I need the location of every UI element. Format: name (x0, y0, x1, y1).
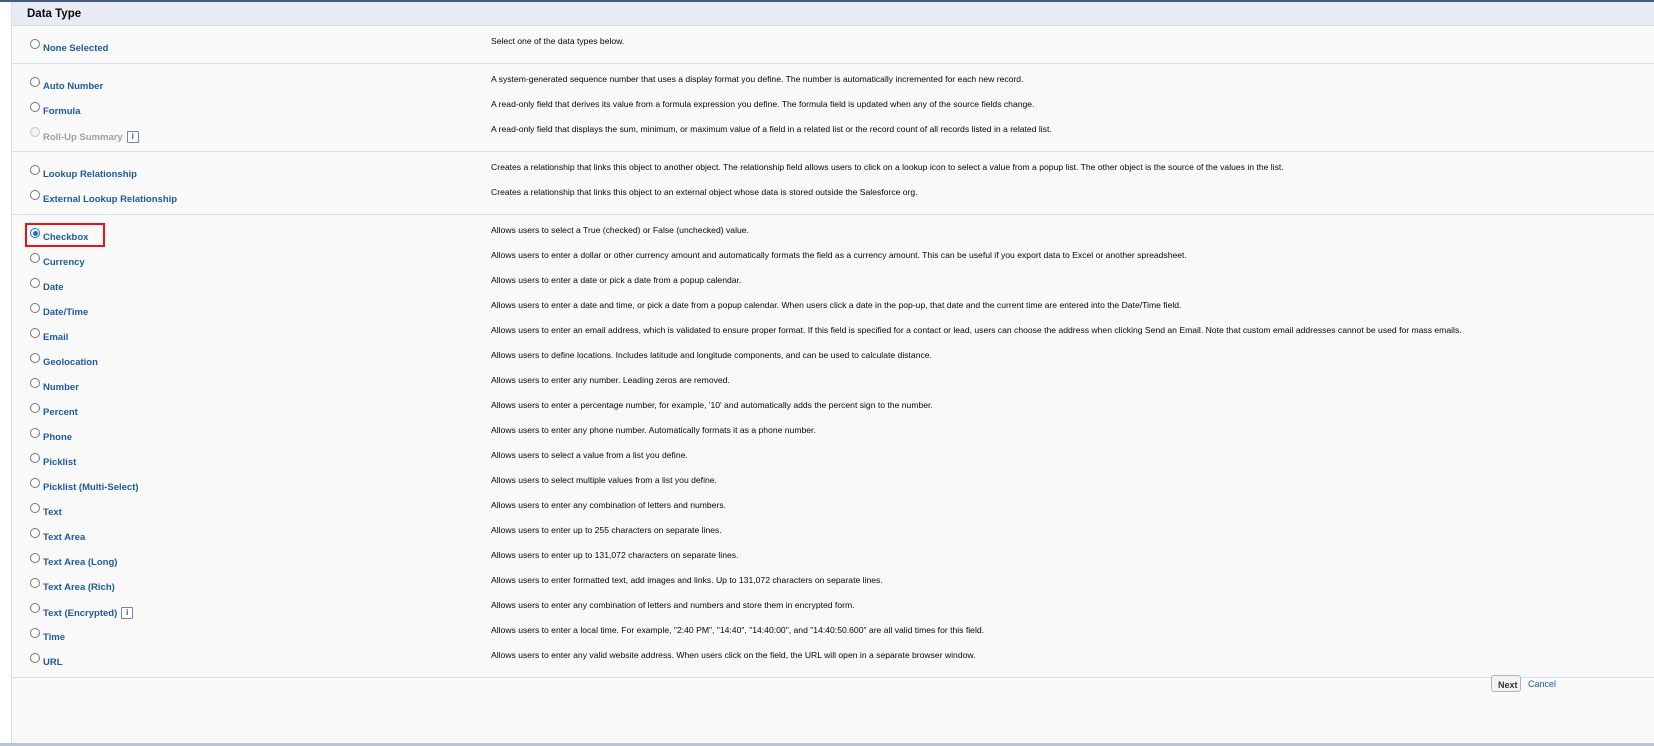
option-label-text: Text (Encrypted) (43, 608, 118, 619)
option-description: Allows users to enter any combination of letters and numbers. (491, 500, 727, 510)
radio-email[interactable] (30, 328, 40, 338)
option-description: Allows users to enter a local time. For example, "2:40 PM", "14:40", "14:40:00", and "14:40:50.600" are all valid times for this field. (491, 625, 985, 635)
data-type-option-auto-number[interactable] (12, 70, 1654, 95)
option-label[interactable] (43, 43, 108, 54)
option-description: Allows users to enter up to 131,072 characters on separate lines. (491, 550, 739, 560)
radio-external-lookup-relationship[interactable] (30, 190, 40, 200)
option-label-text: Auto Number (43, 81, 104, 92)
data-type-option-text-area[interactable] (12, 521, 1654, 546)
data-type-option-external-lookup-relationship[interactable] (12, 183, 1654, 208)
data-type-option-currency[interactable] (12, 246, 1654, 271)
option-label-text: Text Area (Long) (43, 557, 118, 568)
data-type-option-checkbox[interactable] (12, 221, 1654, 246)
option-label[interactable] (43, 282, 64, 293)
data-type-list (12, 26, 1654, 678)
data-type-option-formula[interactable] (12, 95, 1654, 120)
option-label-text: External Lookup Relationship (43, 194, 178, 205)
data-type-option-date-time[interactable] (12, 296, 1654, 321)
option-label-text: Picklist (43, 457, 77, 468)
option-description: Allows users to enter any combination of letters and numbers and store them in encrypted form. (491, 600, 855, 610)
option-label-text: Email (43, 332, 69, 343)
radio-date[interactable] (30, 278, 40, 288)
option-label[interactable] (43, 532, 85, 543)
option-label (43, 131, 139, 143)
data-type-option-text-area-rich[interactable] (12, 571, 1654, 596)
option-label[interactable] (43, 632, 65, 643)
option-label[interactable] (43, 332, 68, 343)
option-description: Allows users to enter any number. Leading zeros are removed. (491, 375, 730, 385)
radio-auto-number[interactable] (30, 77, 40, 87)
option-label-text: Picklist (Multi-Select) (43, 482, 139, 493)
option-label-text: Currency (43, 257, 85, 268)
option-description: A read-only field that derives its value from a formula expression you define. The formula field is updated when any of the source fields change. (491, 99, 1035, 109)
data-type-option-none-selected[interactable] (12, 32, 1654, 57)
option-description: Creates a relationship that links this object to an external object whose data is stored outside the Salesforce org. (491, 187, 918, 197)
option-description: A system-generated sequence number that uses a display format you define. The number is automatically incremented for each new record. (491, 74, 1024, 84)
data-type-option-text[interactable] (12, 496, 1654, 521)
option-description: Allows users to enter a dollar or other currency amount and automatically formats the field as a currency amount. This can be useful if you export data to Excel or another spreadsheet. (491, 250, 1187, 260)
option-description: Allows users to enter any phone number. Automatically formats it as a phone number. (491, 425, 816, 435)
radio-formula[interactable] (30, 102, 40, 112)
radio-time[interactable] (30, 628, 40, 638)
option-label[interactable] (43, 557, 117, 568)
option-description: A read-only field that displays the sum, minimum, or maximum value of a field in a related list or the record count of all records listed in a related list. (491, 124, 1052, 134)
data-type-option-text-encrypted[interactable] (12, 596, 1654, 621)
radio-lookup-relationship[interactable] (30, 165, 40, 175)
option-label-text: URL (43, 657, 63, 668)
option-label-text: Number (43, 382, 79, 393)
info-icon[interactable]: i (127, 131, 139, 143)
info-icon[interactable]: i (121, 607, 133, 619)
radio-picklist[interactable] (30, 453, 40, 463)
option-label[interactable] (43, 432, 72, 443)
option-description: Allows users to enter formatted text, add images and links. Up to 131,072 characters on separate lines. (491, 575, 883, 585)
next-button[interactable]: Next (1491, 675, 1521, 692)
option-description: Allows users to define locations. Includes latitude and longitude components, and can be used to calculate distance. (491, 350, 932, 360)
type-group (12, 215, 1654, 678)
option-label[interactable] (43, 357, 98, 368)
data-type-option-percent[interactable] (12, 396, 1654, 421)
option-description: Allows users to enter any valid website address. When users click on the field, the URL will open in a separate browser window. (491, 650, 976, 660)
cancel-link[interactable]: Cancel (1528, 679, 1557, 689)
option-label[interactable] (43, 106, 80, 117)
data-type-option-date[interactable] (12, 271, 1654, 296)
option-description: Allows users to enter up to 255 characters on separate lines. (491, 525, 722, 535)
option-label[interactable] (43, 457, 76, 468)
option-description: Allows users to enter a date or pick a date from a popup calendar. (491, 275, 742, 285)
option-description: Allows users to enter a date and time, or pick a date from a popup calendar. When users click a date in the pop-up, that date and the current time are entered into the Date/Time field. (491, 300, 1182, 310)
radio-none-selected[interactable] (30, 39, 40, 49)
option-label-text: Time (43, 632, 66, 643)
radio-geolocation[interactable] (30, 353, 40, 363)
option-description: Allows users to select a True (checked) or False (unchecked) value. (491, 225, 749, 235)
radio-date-time[interactable] (30, 303, 40, 313)
section-title: Data Type (12, 2, 1654, 26)
option-label-text: Text Area (43, 532, 86, 543)
option-label[interactable] (43, 482, 139, 493)
option-label[interactable] (43, 257, 85, 268)
data-type-option-phone[interactable] (12, 421, 1654, 446)
radio-text-area-rich[interactable] (30, 578, 40, 588)
option-description: Allows users to select a value from a list you define. (491, 450, 688, 460)
option-label-text: Roll-Up Summary (43, 132, 123, 143)
data-type-option-picklist[interactable] (12, 446, 1654, 471)
radio-url[interactable] (30, 653, 40, 663)
option-description: Allows users to enter an email address, which is validated to ensure proper format. If this field is specified for a contact or lead, users can choose the address when clicking Send an Email. Note that custom email addresses cannot be used for mass emails. (491, 325, 1462, 335)
footer-actions (12, 666, 1654, 743)
type-group (12, 64, 1654, 152)
option-label[interactable] (43, 81, 103, 92)
option-label[interactable] (43, 407, 78, 418)
radio-text[interactable] (30, 503, 40, 513)
radio-text-encrypted[interactable] (30, 603, 40, 613)
data-type-option-email[interactable] (12, 321, 1654, 346)
data-type-option-picklist-multi-select[interactable] (12, 471, 1654, 496)
option-label-text: None Selected (43, 43, 109, 54)
type-group (12, 26, 1654, 64)
option-label-text: Date (43, 282, 64, 293)
option-label[interactable] (43, 307, 88, 318)
option-description: Allows users to select multiple values from a list you define. (491, 475, 717, 485)
option-label-text: Geolocation (43, 357, 98, 368)
radio-phone[interactable] (30, 428, 40, 438)
option-label-text: Formula (43, 106, 81, 117)
option-label[interactable] (43, 382, 79, 393)
option-label[interactable] (43, 232, 88, 243)
radio-percent[interactable] (30, 403, 40, 413)
data-type-option-time[interactable] (12, 621, 1654, 646)
radio-picklist-multi-select[interactable] (30, 478, 40, 488)
data-type-option-lookup-relationship[interactable] (12, 158, 1654, 183)
option-label[interactable] (43, 169, 137, 180)
option-label-text: Percent (43, 407, 78, 418)
option-description: Select one of the data types below. (491, 36, 625, 46)
option-label[interactable] (43, 194, 177, 205)
option-description: Creates a relationship that links this object to another object. The relationship field allows users to click on a lookup icon to select a value from a popup list. The other object is the source of the values in the list. (491, 162, 1284, 172)
type-group (12, 152, 1654, 215)
option-label-text: Lookup Relationship (43, 169, 137, 180)
data-type-option-number[interactable] (12, 371, 1654, 396)
radio-number[interactable] (30, 378, 40, 388)
data-type-option-text-area-long[interactable] (12, 546, 1654, 571)
data-type-option-roll-up-summary (12, 120, 1654, 145)
option-label-text: Text Area (Rich) (43, 582, 115, 593)
radio-roll-up-summary (30, 127, 40, 137)
option-description: Allows users to enter a percentage number, for example, '10' and automatically adds the percent sign to the number. (491, 400, 933, 410)
option-label[interactable] (43, 607, 133, 619)
radio-text-area[interactable] (30, 528, 40, 538)
radio-currency[interactable] (30, 253, 40, 263)
option-label-text: Date/Time (43, 307, 89, 318)
option-label-text: Checkbox (43, 232, 89, 243)
option-label[interactable] (43, 582, 115, 593)
option-label-text: Text (43, 507, 62, 518)
data-type-panel (11, 2, 1654, 743)
radio-checkbox[interactable] (30, 228, 40, 238)
data-type-option-geolocation[interactable] (12, 346, 1654, 371)
option-label[interactable] (43, 507, 62, 518)
radio-text-area-long[interactable] (30, 553, 40, 563)
option-label-text: Phone (43, 432, 73, 443)
